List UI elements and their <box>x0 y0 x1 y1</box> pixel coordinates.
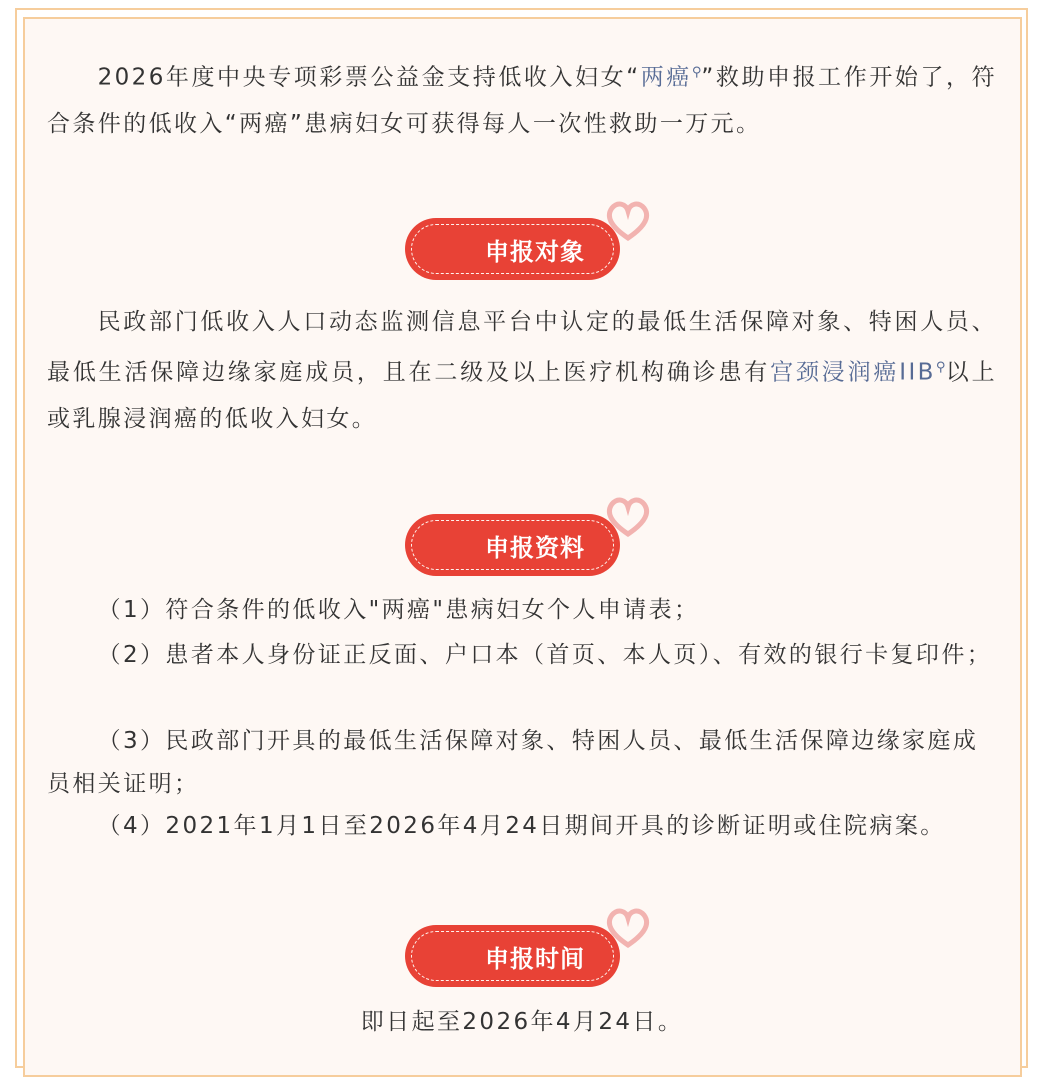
section-title: 申报对象 <box>485 238 585 266</box>
target-text: 民政部门低收入人口动态监测信息平台中认定的最低生活保障对象、特困人员、最低生活保障边缘家庭成员，且在二级及以上医疗机构确诊患有 <box>47 309 997 386</box>
material-item: （4）2021年1月1日至2026年4月24日期间开具的诊断证明或住院病案。 <box>97 813 946 839</box>
section-badge-materials <box>405 514 620 576</box>
intro-paragraph <box>47 50 997 147</box>
time-text: 即日起至2026年4月24日。 <box>360 1009 684 1035</box>
search-icon[interactable]: ⚲ <box>691 65 702 80</box>
section-badge-target <box>405 218 620 280</box>
section-badge-time <box>405 925 620 987</box>
material-item: （2）患者本人身份证正反面、户口本（首页、本人页）、有效的银行卡复印件； <box>97 642 993 668</box>
section-title: 申报资料 <box>485 534 585 562</box>
keyword-link[interactable]: 宫颈浸润癌IIB <box>770 359 936 386</box>
material-item: （1）符合条件的低收入"两癌"患病妇女个人申请表； <box>97 597 700 623</box>
intro-text: 2026年度中央专项彩票公益金支持低收入妇女“ <box>97 64 641 91</box>
target-text-end: 以上或乳腺浸润癌的低收入妇女。 <box>47 359 997 432</box>
section-title: 申报时间 <box>485 945 585 973</box>
intro-text-end: ”救助申报工作开始了，符合条件的低收入“两癌”患病妇女可获得每人一次性救助一万元。 <box>47 64 998 137</box>
keyword-link[interactable]: 两癌 <box>640 64 692 91</box>
material-item: （3）民政部门开具的最低生活保障对象、特困人员、最低生活保障边缘家庭成员相关证明； <box>47 728 979 797</box>
search-icon[interactable]: ⚲ <box>935 360 946 375</box>
target-paragraph <box>47 299 997 442</box>
